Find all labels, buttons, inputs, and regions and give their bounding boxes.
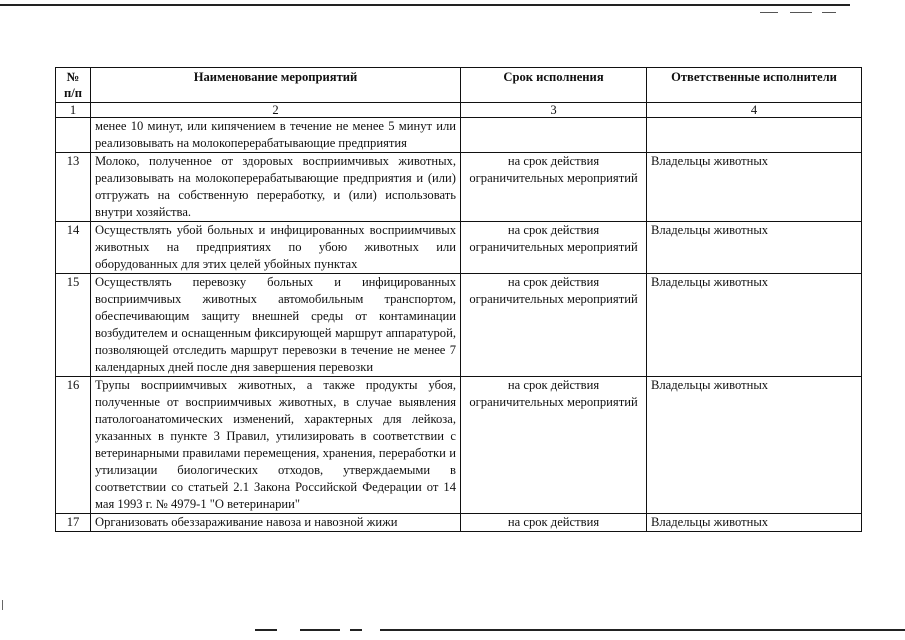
term-text: на срок действия ограничительных мероприятий [461,153,647,222]
scan-artifact [790,12,812,13]
measure-text: Осуществлять перевозку больных и инфицированных восприимчивых животных автомобильным транспортом, обеспечивающим защиту внешней среды от контаминации возбудителем и оснащенным фиксирующей маршрут аппаратурой, позволяющей отследить маршрут перевозки в течение не менее 7 календарных дней после дня завершения перевозки [91,274,461,377]
table-row [56,377,862,514]
column-index: 4 [647,103,862,118]
measure-text: Трупы восприимчивых животных, а также продукты убоя, полученные от восприимчивых животных, в случае выявления патологоанатомических изменений, характерных для лейкоза, указанных в пункте 3 Правил, утилизировать в соответствии с ветеринарными правилами перемещения, хранения, переработки и утилизации биологических отходов, утверждаемыми в соответствии со статьей 2.1 Закона Российской Федерации от 14 мая 1993 г. № 4979-1 "О ветеринарии" [91,377,461,514]
scan-top-border [0,4,850,6]
term-text: на срок действия [461,514,647,532]
term-text: на срок действия ограничительных мероприятий [461,222,647,274]
header-num: № п/п [56,68,91,103]
scan-artifact [255,629,277,631]
row-number: 17 [56,514,91,532]
term-text: на срок действия ограничительных мероприятий [461,377,647,514]
column-index-row [56,103,862,118]
scan-artifact [300,629,340,631]
responsible-text: Владельцы животных [647,222,862,274]
header-responsible: Ответственные исполнители [647,68,862,103]
row-number: 15 [56,274,91,377]
scan-artifact [822,12,836,13]
table-header-row [56,68,862,103]
table-row [56,118,862,153]
column-index: 2 [91,103,461,118]
responsible-text: Владельцы животных [647,153,862,222]
responsible-text: Владельцы животных [647,377,862,514]
scan-bottom-border [380,629,905,631]
measure-text: Молоко, полученное от здоровых восприимчивых животных, реализовывать на молокоперерабатывающие предприятия и (или) отгружать на собственную переработку, и (или) использовать внутри хозяйства. [91,153,461,222]
term-text [461,118,647,153]
header-term: Срок исполнения [461,68,647,103]
term-text: на срок действия ограничительных мероприятий [461,274,647,377]
scan-artifact [760,12,778,13]
scan-artifact [350,629,362,631]
row-number: 16 [56,377,91,514]
header-name: Наименование мероприятий [91,68,461,103]
responsible-text: Владельцы животных [647,274,862,377]
row-number: 13 [56,153,91,222]
scan-artifact [2,600,3,610]
column-index: 1 [56,103,91,118]
responsible-text [647,118,862,153]
responsible-text: Владельцы животных [647,514,862,532]
measure-text: Организовать обеззараживание навоза и навозной жижи [91,514,461,532]
table-row [56,222,862,274]
row-number: 14 [56,222,91,274]
row-number [56,118,91,153]
measure-text: менее 10 минут, или кипячением в течение не менее 5 минут или реализовывать на молокоперерабатывающие предприятия [91,118,461,153]
table-row [56,274,862,377]
column-index: 3 [461,103,647,118]
measure-text: Осуществлять убой больных и инфицированных восприимчивых животных на предприятиях по убою животных или оборудованных для этих целей убойных пунктах [91,222,461,274]
table-row [56,514,862,532]
measures-table [55,67,862,532]
table-row [56,153,862,222]
